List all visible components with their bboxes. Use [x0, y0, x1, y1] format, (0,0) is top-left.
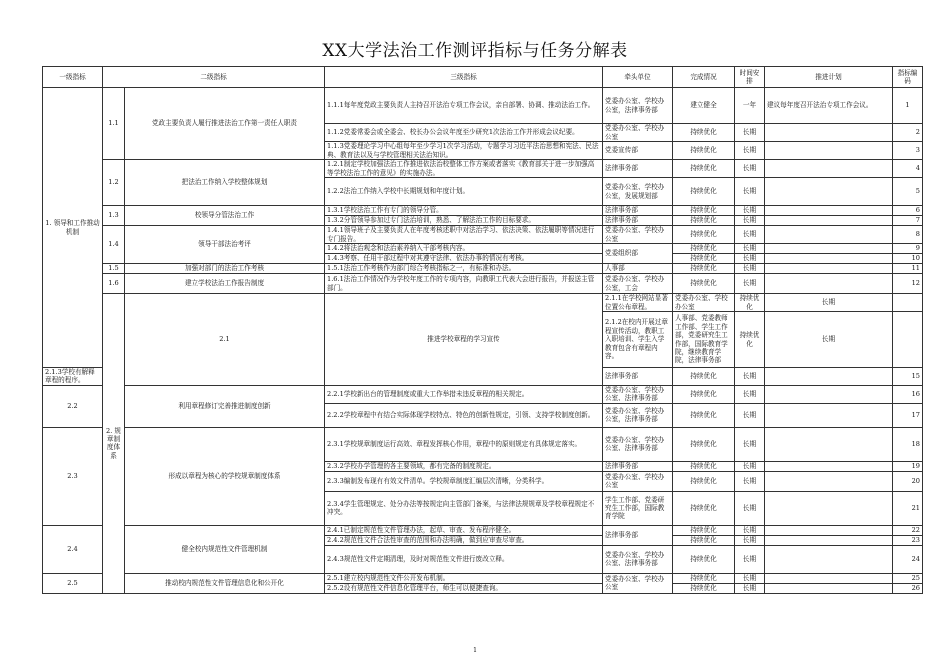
table-cell: 长期 [735, 491, 765, 525]
table-cell: 2.5.2设有规范性文件信息化管理平台，师生可以便捷查询。 [325, 583, 603, 593]
table-cell: 长期 [735, 254, 765, 264]
table-cell [765, 216, 893, 226]
table-cell: 党委办公室、学校办公室 [603, 226, 673, 244]
table-cell: 持续优化 [673, 142, 735, 160]
table-cell: 推动校内规范性文件管理信息化和公开化 [125, 573, 325, 593]
table-cell: 领导干部法治考评 [125, 226, 325, 264]
table-cell: 1.6 [103, 274, 125, 294]
header-cell: 牵头单位 [603, 67, 673, 88]
table-cell: 15 [893, 368, 923, 386]
table-cell: 持续优化 [673, 244, 735, 254]
table-cell [765, 535, 893, 545]
table-cell: 24 [893, 545, 923, 573]
table-cell: 形成以章程为核心的学校规章制度体系 [125, 427, 325, 525]
table-cell [765, 545, 893, 573]
table-cell: 2.3.1学校规章制度运行高效、章程发挥核心作用，章程中的原则规定有具体规定落实。 [325, 427, 603, 461]
table-cell: 1.4.3考察、任用干部过程中对其遵守法律、依法办事的情况有考核。 [325, 254, 603, 264]
table-cell: 党委办公室、学校办公室 [603, 573, 673, 593]
table-cell: 长期 [735, 461, 765, 471]
table-cell: 党政主要负责人履行推进法治工作第一责任人职责 [125, 88, 325, 160]
table-cell: 2 [893, 124, 923, 142]
table-cell: 党委宣传部 [603, 142, 673, 160]
table-cell: 2.1 [125, 294, 325, 386]
table-cell: 长期 [735, 583, 765, 593]
table-cell [765, 573, 893, 583]
table-cell: 25 [893, 573, 923, 583]
table-cell: 2.4.2规范性文件合法性审查的范围和办法明确，做到应审查尽审查。 [325, 535, 603, 545]
table-row [43, 88, 923, 124]
table-cell: 1.2 [103, 160, 125, 206]
table-cell: 持续优化 [673, 368, 735, 386]
table-cell: 学生工作部、党委研究生工作部，国际教育学院 [603, 491, 673, 525]
table-cell: 党委办公室、学校办公室，发展规划部 [603, 178, 673, 206]
table-cell [765, 254, 893, 264]
table-row [43, 264, 923, 274]
table-cell: 持续优化 [673, 573, 735, 583]
table-cell: 党委办公室、学校办公室，工会 [603, 274, 673, 294]
table-cell: 法律事务部 [603, 525, 673, 545]
table-row [43, 206, 923, 216]
table-cell: 2. 规章制度体系 [103, 294, 125, 594]
table-cell [765, 368, 893, 386]
table-cell: 长期 [735, 471, 765, 491]
table-cell: 1.4 [103, 226, 125, 264]
table-cell: 1.4.2将法治观念和法治素养纳入干部考核内容。 [325, 244, 603, 254]
table-cell: 长期 [735, 226, 765, 244]
table-cell: 2.4 [43, 525, 103, 573]
table-cell: 持续优化 [673, 403, 735, 427]
table-cell: 持续优化 [673, 124, 735, 142]
table-cell: 把法治工作纳入学校整体规划 [125, 160, 325, 206]
table-cell: 长期 [735, 573, 765, 583]
table-cell: 长期 [735, 216, 765, 226]
header-cell: 指标编码 [893, 67, 923, 88]
header-cell: 完成情况 [673, 67, 735, 88]
page-number: 1 [473, 647, 477, 654]
table-cell: 长期 [735, 427, 765, 461]
table-cell [765, 471, 893, 491]
table-cell: 持续优化 [673, 274, 735, 294]
table-cell: 持续优化 [673, 427, 735, 461]
table-cell: 2.1.3学校有解释章程的程序。 [43, 368, 103, 386]
table-cell: 1 [893, 88, 923, 124]
table-row [43, 274, 923, 294]
table-cell: 持续优化 [673, 525, 735, 535]
table-cell [765, 124, 893, 142]
table-cell: 健全校内规范性文件管理机制 [125, 525, 325, 573]
table-cell: 1.1 [103, 88, 125, 160]
table-body [43, 88, 923, 594]
table-cell: 长期 [735, 545, 765, 573]
table-cell: 2.3.3编制发布现有有效文件清单。学校规章制度汇编层次清晰，分类科学。 [325, 471, 603, 491]
table-cell: 党委办公室、学校办公室、法律事务部 [603, 427, 673, 461]
table-cell: 长期 [765, 312, 893, 368]
table-cell: 校领导分管法治工作 [125, 206, 325, 226]
table-cell: 长期 [735, 160, 765, 178]
table-cell: 2.1.1在学校网站显著位置公布章程。 [603, 294, 673, 312]
table-cell: 19 [893, 461, 923, 471]
table-cell [765, 142, 893, 160]
table-cell: 2.5.1建立校内规范性文件公开发布机制。 [325, 573, 603, 583]
table-cell: 法律事务部 [603, 160, 673, 178]
table-cell: 持续优化 [673, 216, 735, 226]
header-cell: 一级指标 [43, 67, 103, 88]
table-cell: 党委办公室、学校办公室、法律事务部 [603, 385, 673, 403]
table-cell: 长期 [735, 178, 765, 206]
table-cell: 建立学校法治工作报告制度 [125, 274, 325, 294]
table-cell: 2.3.2学校办学管理的各主要领域，都有完备的制度规定。 [325, 461, 603, 471]
table-cell [765, 403, 893, 427]
table-cell: 3 [893, 142, 923, 160]
table-cell: 6 [893, 206, 923, 216]
table-cell [765, 274, 893, 294]
table-cell: 10 [893, 254, 923, 264]
table-cell: 党委办公室、学校办公室 [673, 294, 735, 312]
table-cell [765, 491, 893, 525]
table-cell: 26 [893, 583, 923, 593]
table-cell: 党委办公室、学校办公室 [603, 124, 673, 142]
table-cell [765, 178, 893, 206]
document-title: XX大学法治工作测评指标与任务分解表 [322, 41, 628, 61]
table-cell: 1.2.2法治工作纳入学校中长期规划和年度计划。 [325, 178, 603, 206]
table-cell [765, 226, 893, 244]
table-cell [765, 427, 893, 461]
table-cell: 长期 [735, 535, 765, 545]
table-cell: 长期 [735, 264, 765, 274]
table-row [43, 226, 923, 244]
table-cell: 2.2 [43, 385, 103, 427]
table-cell: 长期 [735, 403, 765, 427]
table-cell: 1.5.1法治工作考核作为部门综合考核指标之一，有标准和办法。 [325, 264, 603, 274]
table-cell [765, 160, 893, 178]
table-cell: 党委办公室、学校办公室、法律事务部 [603, 545, 673, 573]
table-cell: 人事部 [603, 264, 673, 274]
table-cell: 持续优化 [673, 160, 735, 178]
table-cell: 长期 [735, 142, 765, 160]
table-cell: 长期 [735, 385, 765, 403]
table-cell: 利用章程修订完善推进制度创新 [125, 385, 325, 427]
indicator-table [42, 66, 923, 594]
table-cell: 人事部、党委教师工作部、学生工作部，党委研究生工作部，国际教育学院，继续教育学院，法律事务部 [673, 312, 735, 368]
table-cell: 持续优化 [673, 471, 735, 491]
table-cell: 法律事务部 [603, 216, 673, 226]
table-cell: 长期 [735, 274, 765, 294]
table-cell: 建立健全 [673, 88, 735, 124]
table-cell: 持续优化 [673, 206, 735, 216]
table-cell: 持续优化 [673, 491, 735, 525]
table-cell: 8 [893, 226, 923, 244]
table-cell: 长期 [735, 244, 765, 254]
table-cell: 法律事务部 [603, 368, 673, 386]
table-cell: 1.1.1每年度党政主要负责人主持召开法治专项工作会议，亲自部署、协调、推动法治工作。 [325, 88, 603, 124]
table-cell: 5 [893, 178, 923, 206]
table-cell: 11 [893, 264, 923, 274]
table-cell: 7 [893, 216, 923, 226]
table-cell: 长期 [735, 206, 765, 216]
header-cell: 三级指标 [325, 67, 603, 88]
table-cell: 加强对部门的法治工作考核 [125, 264, 325, 274]
table-cell: 长期 [735, 525, 765, 535]
table-cell: 持续优化 [673, 385, 735, 403]
table-row [43, 294, 923, 312]
table-cell: 法律事务部 [603, 461, 673, 471]
table-cell: 1. 领导和工作推动机制 [43, 88, 103, 368]
table-cell: 2.1.2在校内开展过章程宣传活动，教职工入职培训、学生入学教育包含有章程内容。 [603, 312, 673, 368]
table-cell: 1.1.2党委常委会或全委会、校长办公会议年度至少研究1次法治工作并形成会议纪要。 [325, 124, 603, 142]
table-cell: 21 [893, 491, 923, 525]
table-cell: 持续优化 [673, 178, 735, 206]
table-row [43, 160, 923, 178]
table-cell: 长期 [735, 368, 765, 386]
table-cell: 1.3.2分管领导参加过专门法治培训，熟悉、了解法治工作的目标要求。 [325, 216, 603, 226]
table-cell: 20 [893, 471, 923, 491]
table-header-row [43, 67, 923, 88]
table-cell [765, 206, 893, 216]
table-cell: 2.2.2学校章程中有结合实际体现学校特点、特色的创新性规定，引领、支持学校制度创新。 [325, 403, 603, 427]
header-cell: 时间安排 [735, 67, 765, 88]
table-cell: 持续优化 [673, 535, 735, 545]
table-cell: 持续优化 [673, 264, 735, 274]
table-cell: 持续优化 [673, 226, 735, 244]
table-row [43, 385, 923, 403]
table-cell: 法律事务部 [603, 206, 673, 216]
table-cell: 长期 [735, 124, 765, 142]
table-cell: 9 [893, 244, 923, 254]
table-cell: 17 [893, 403, 923, 427]
table-cell: 党委办公室、学校办公室，法律事务部 [603, 403, 673, 427]
table-cell: 党委办公室、学校办公室 [603, 471, 673, 491]
table-cell: 持续优化 [735, 312, 765, 368]
header-cell: 二级指标 [103, 67, 325, 88]
table-cell: 18 [893, 427, 923, 461]
table-cell: 1.3 [103, 206, 125, 226]
table-cell: 2.4.1已制定规范性文件管理办法，起草、审查、发布程序健全。 [325, 525, 603, 535]
table-cell: 1.2.1制定学校加强法治工作推进依法治校整体工作方案或者落实《教育部关于进一步加强高等学校法治工作的意见》的实施办法。 [325, 160, 603, 178]
table-row [43, 573, 923, 583]
table-cell: 12 [893, 274, 923, 294]
table-cell: 1.1.3党委理论学习中心组每年至少学习1次学习活动，专题学习习近平法治思想和宪法、民法典、教育法以及与学校管理相关法治知识。 [325, 142, 603, 160]
table-cell: 一年 [735, 88, 765, 124]
table-cell: 党委办公室、学校办公室，法律事务部 [603, 88, 673, 124]
table-cell: 建议每年度召开法治专项工作会议。 [765, 88, 893, 124]
table-cell: 4 [893, 160, 923, 178]
table-cell: 推进学校章程的学习宣传 [325, 294, 603, 386]
table-cell [893, 294, 923, 312]
table-cell [765, 583, 893, 593]
table-cell [765, 244, 893, 254]
table-cell [765, 461, 893, 471]
header-cell: 推进计划 [765, 67, 893, 88]
table-row [43, 427, 923, 461]
table-cell: 22 [893, 525, 923, 535]
table-cell: 2.3.4学生管理规定、处分办法等按规定向主管部门备案，与法律法规规章及学校章程规定不冲突。 [325, 491, 603, 525]
table-cell: 2.4.3规范性文件定期清理，及时对规范性文件进行废改立释。 [325, 545, 603, 573]
table-cell: 长期 [765, 294, 893, 312]
table-cell: 1.6.1法治工作情况作为学校年度工作的专项内容，向教职工代表大会进行报告，并报送主管部门。 [325, 274, 603, 294]
table-cell [765, 264, 893, 274]
table-cell: 16 [893, 385, 923, 403]
table-cell: 持续优化 [673, 461, 735, 471]
table-cell [765, 525, 893, 535]
table-cell: 2.5 [43, 573, 103, 593]
table-row [43, 525, 923, 535]
table-cell: 2.3 [43, 427, 103, 525]
table-cell: 持续优化 [673, 583, 735, 593]
table-cell: 持续优化 [673, 254, 735, 264]
table-cell: 1.3.1学校法治工作有专门的领导分管。 [325, 206, 603, 216]
table-cell: 党委组织部 [603, 244, 673, 264]
table-cell: 1.5 [103, 264, 125, 274]
table-cell: 2.2.1学校新出台的管理制度或重大工作举措未违反章程的相关规定。 [325, 385, 603, 403]
table-cell [893, 312, 923, 368]
table-cell: 1.4.1领导班子及主要负责人在年度考核述职中对法治学习、依法决策、依法履职等情况进行专门报告。 [325, 226, 603, 244]
table-cell: 持续优化 [735, 294, 765, 312]
table-cell: 23 [893, 535, 923, 545]
table-cell: 持续优化 [673, 545, 735, 573]
table-cell [765, 385, 893, 403]
